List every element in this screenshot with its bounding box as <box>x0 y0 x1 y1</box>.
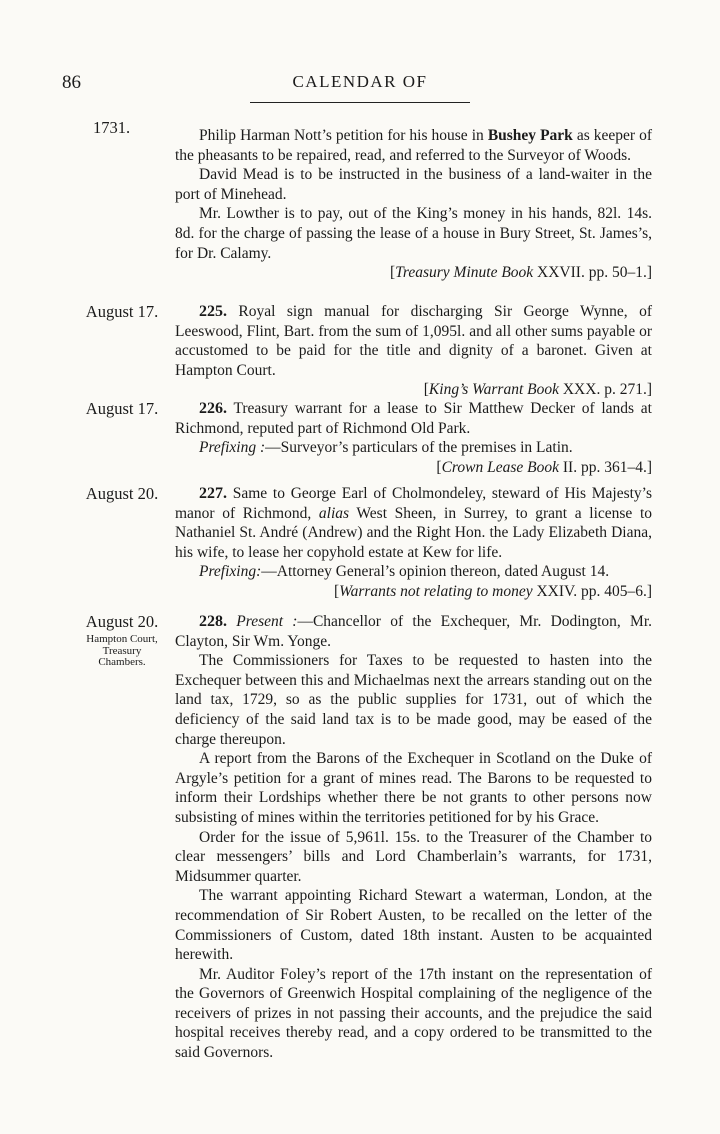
minute-paragraph: Mr. Auditor Foley’s report of the 17th instant on the representation of the Governors of Greenwich Hospital complaining of the negligence of the receivers of prizes in not passing their accounts, and the prejudice the said hospital receives thereby read, and a copy ordered to be transmitted to the said Governors. <box>175 965 652 1062</box>
minute-paragraph: The Commissioners for Taxes to be requested to hasten into the Exchequer between this and Michaelmas next the arrears standing out on the land tax, 1729, so as the public supplies for 1731, out of which the deficiency of the said land tax is to be made good, may be eased of the charge thereupon. <box>175 652 652 748</box>
entry-citation: [Crown Lease Book II. pp. 361–4.] <box>436 458 652 476</box>
entry-place: Hampton Court, Treasury Chambers. <box>86 633 158 668</box>
entry-body: 227. Same to George Earl of Cholmondeley, steward of His Majesty’s manor of Richmond, alias West Sheen, in Surrey, to grant a license to Nathaniel St. André (Andrew) and the Right Hon. the Lady Elizabeth Diana, his wife, to lease her copyhold estate at Kew for life. Prefixing:—Attorney General’s opinion thereon, dated August 14. [Warrants not relating to money XXIV. pp. 405–6.] <box>175 485 653 600</box>
entry-citation: [Warrants not relating to money XXIV. pp. 405–6.] <box>333 582 652 600</box>
entry-prefixing: Prefixing:—Attorney General’s opinion thereon, dated August 14. <box>199 563 610 581</box>
intro-paragraph-2: David Mead is to be instructed in the business of a land-waiter in the port of Minehead. <box>175 166 652 203</box>
intro-paragraph-1: Philip Harman Nott’s petition for his house in Bushey Park as keeper of the pheasants to be repaired, read, and referred to the Surveyor of Woods. <box>175 127 653 164</box>
entry-body: 225. Royal sign manual for discharging Sir George Wynne, of Leeswood, Flint, Bart. from the sum of 1,095l. and all other sums payable or accustomed to be paid for the title and dignity of a baronet. Given at Hampton Court. [King’s Warrant Book XXX. p. 271.] <box>175 303 652 399</box>
minute-paragraph: A report from the Barons of the Exchequer in Scotland on the Duke of Argyle’s petition for a grant of mines read. The Barons to be requested to inform their Lordships whether there be not grants to other persons now subsisting of mines within the territories petitioned for by his Grace. <box>175 750 652 826</box>
entry-date: August 17. <box>85 302 159 321</box>
entry-number: 228. <box>199 613 227 630</box>
entry-number: 226. <box>199 400 227 417</box>
year-margin-note: 1731. <box>93 118 131 137</box>
intro-citation: [Treasury Minute Book XXVII. pp. 50–1.] <box>389 264 652 282</box>
intro-paragraph-3: Mr. Lowther is to pay, out of the King’s money in his hands, 82l. 14s. 8d. for the charge of passing the lease of a house in Bury Street, St. James’s, for Dr. Calamy. <box>175 205 652 262</box>
entry-prefixing: Prefixing :—Surveyor’s particulars of the premises in Latin. <box>199 439 573 457</box>
entry-date: August 17. <box>85 399 159 418</box>
entry-date: August 20. <box>85 484 159 503</box>
entry-number: 227. <box>199 485 227 502</box>
entry-date: August 20. Hampton Court, Treasury Chambers. <box>78 612 166 669</box>
page-number: 86 <box>62 72 81 93</box>
running-title: CALENDAR OF <box>292 72 428 91</box>
minute-paragraph: The warrant appointing Richard Stewart a waterman, London, at the recommendation of Sir Robert Austen, to be recalled on the letter of the Commissioners of Custom, dated 18th instant. Austen to be acquainted herewith. <box>175 887 652 964</box>
header-rule <box>250 102 470 103</box>
minute-paragraph: Order for the issue of 5,961l. 15s. to the Treasurer of the Chamber to clear messengers’ bills and Lord Chamberlain’s warrants, for 1731, Midsummer quarter. <box>175 828 652 885</box>
intro-body <box>175 126 652 283</box>
entry-body: 226. Treasury warrant for a lease to Sir Matthew Decker of lands at Richmond, reputed part of Richmond Old Park. Prefixing :—Surveyor’s particulars of the premises in Latin. [Crown Lease Book II. pp. 361–4.] <box>175 400 652 476</box>
entry-body: 228. Present :—Chancellor of the Exchequer, Mr. Dodington, Mr. Clayton, Sir Wm. Yonge. The Commissioners for Taxes to be requested to hasten into the Exchequer between this and Michaelmas next the arrears standing out on the land tax, 1729, so as the public supplies for 1731, out of which the deficiency of the said land tax is to be made good, may be eased of the charge thereupon. A report from the Barons of the Exchequer in Scotland on the Duke of Argyle’s petition for a grant of mines read. The Barons to be requested to inform their Lordships whether there be not grants to other persons now subsisting of mines within the territories petitioned for by his Grace. Order for the issue of 5,961l. 15s. to the Treasurer of the Chamber to clear messengers’ bills and Lord Chamberlain’s warrants, for 1731, Midsummer quarter. The warrant appointing Richard Stewart a waterman, London, at the recommendation of Sir Robert Austen, to be recalled on the letter of the Commissioners of Custom, dated 18th instant. Austen to be acquainted herewith. Mr. Auditor Foley’s report of the 17th instant on the representation of the Governors of Greenwich Hospital complaining of the negligence of the receivers of prizes in not passing their accounts, and the prejudice the said hospital receives thereby read, and a copy ordered to be transmitted to the said Governors. <box>175 613 653 1062</box>
entry-citation: [King’s Warrant Book XXX. p. 271.] <box>423 381 652 399</box>
entry-number: 225. <box>199 303 227 320</box>
